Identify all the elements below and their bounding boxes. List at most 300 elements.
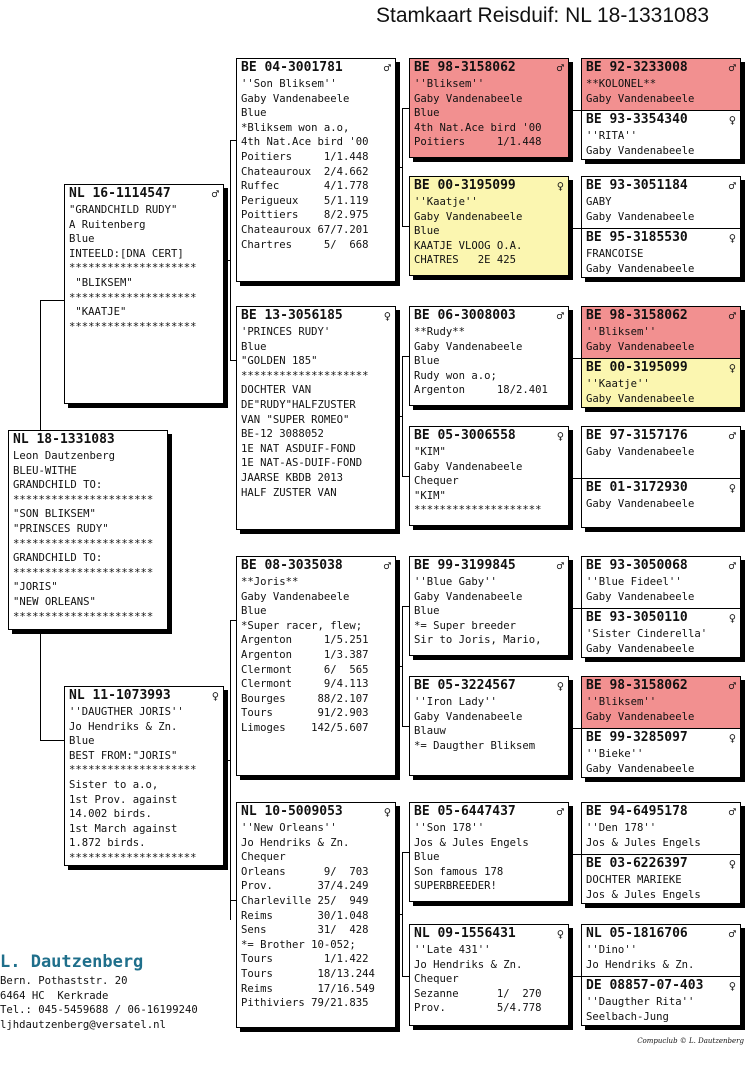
female-icon: ♀ [728, 978, 736, 993]
connector-line [230, 140, 231, 360]
ring-number: BE 93-3050110 [586, 610, 688, 625]
detail-line: Poitiers 1/1.448 [241, 150, 369, 163]
pedigree-details [410, 574, 568, 648]
ring-number: NL 09-1556431 [414, 926, 516, 941]
ring-number: BE 01-3172930 [586, 480, 688, 495]
connector-line [402, 606, 409, 607]
connector-line [224, 760, 230, 761]
detail-line: Gaby Vandenabeele [586, 262, 695, 275]
ring-number: BE 93-3051184 [586, 178, 688, 193]
great-great-grandparent-card [582, 307, 740, 358]
connector-line [569, 358, 581, 359]
great-great-grandparent-card [582, 358, 740, 408]
male-icon: ♂ [728, 558, 736, 573]
detail-line: DOCHTER VAN [241, 384, 312, 397]
male-icon: ♂ [728, 178, 736, 193]
detail-line: Argenton 1/3.387 [241, 648, 369, 661]
detail-line: Argenton 18/2.401 [414, 384, 548, 397]
connector-line [569, 608, 581, 609]
detail-line: Gaby Vandenabeele [241, 590, 350, 603]
ring-number: BE 99-3285097 [586, 730, 688, 745]
ring-number: BE 99-3199845 [414, 558, 516, 573]
pedigree-details [65, 704, 223, 866]
ring-number: NL 11-1073993 [69, 688, 171, 703]
detail-line: Gaby Vandenabeele [586, 498, 695, 510]
connector-line [224, 260, 230, 261]
connector-line [402, 476, 409, 477]
ring-number: BE 13-3056185 [241, 308, 343, 323]
great-great-grandparent-pair [581, 176, 741, 278]
great-great-grandparent-pair [581, 802, 741, 904]
great-grandparent-card [409, 556, 569, 656]
connector-line [402, 852, 409, 853]
detail-line: BE-12 3088052 [241, 428, 324, 441]
connector-line [402, 108, 403, 226]
ring-number: BE 98-3158062 [414, 60, 516, 75]
great-grandparent-card [409, 924, 569, 1026]
grandparent-card [236, 58, 396, 282]
detail-line: 1E NAT ASDUIF-FOND [241, 442, 356, 455]
connector-line [396, 416, 402, 417]
great-grandparent-card [409, 58, 569, 158]
pedigree-details [237, 574, 395, 736]
detail-line: KAATJE VLOOG O.A. [414, 239, 523, 252]
connector-line [402, 356, 403, 476]
ring-number: BE 98-3158062 [586, 308, 688, 323]
connector-line [40, 630, 41, 740]
male-icon: ♂ [383, 558, 391, 573]
detail-line: Jos & Jules Engels [586, 836, 701, 849]
detail-line: Blue [69, 233, 95, 246]
grandparent-card [236, 802, 396, 1028]
detail-line: ''Son Bliksem'' [241, 78, 337, 90]
connector-line [40, 300, 64, 301]
detail-line: ''Late 431'' [414, 944, 491, 956]
detail-line: Sezanne 1/ 270 [414, 987, 542, 1000]
detail-line: Chequer [414, 475, 459, 488]
ring-number: BE 06-3008003 [414, 308, 516, 323]
ring-number: BE 05-3224567 [414, 678, 516, 693]
detail-line: ********************** [13, 493, 154, 506]
pedigree-details [237, 820, 395, 1011]
grandparent-card [236, 556, 396, 776]
detail-line: DE"RUDY"HALFZUSTER [241, 398, 356, 411]
detail-line: ******************** [241, 369, 369, 382]
detail-line: Blue [414, 605, 440, 618]
owner-address: Bern. Pothaststr. 20 6464 HC Kerkrade Tel.: 045-5459688 / 06-16199240 ljhdautzenberg@versatel.nl [0, 975, 198, 1031]
detail-line: Gaby Vandenabeele [586, 210, 695, 223]
detail-line: "SON BLIKSEM" [13, 508, 96, 521]
detail-line: Tours 18/13.244 [241, 967, 375, 980]
detail-line: ''Blue Gaby'' [414, 576, 497, 588]
detail-line: Gaby Vandenabeele [586, 144, 695, 157]
detail-line: Sens 31/ 428 [241, 924, 369, 937]
connector-line [402, 108, 409, 109]
subject-header [9, 431, 167, 448]
female-icon: ♀ [728, 360, 736, 375]
detail-line: **Joris** [241, 576, 299, 588]
great-great-grandparent-pair [581, 58, 741, 160]
detail-line: Jo Hendriks & Zn. [586, 958, 695, 971]
detail-line: ''DAUGTHER JORIS'' [69, 706, 184, 718]
detail-line: Limoges 142/5.607 [241, 721, 369, 734]
detail-line: Poittiers 8/2.975 [241, 209, 369, 222]
ring-number: BE 03-6226397 [586, 856, 688, 871]
great-great-grandparent-card [582, 728, 740, 778]
detail-line: 1.872 birds. [69, 837, 146, 850]
great-great-grandparent-card [582, 854, 740, 904]
ring-number: BE 08-3035038 [241, 558, 343, 573]
detail-line: Blue [414, 355, 440, 368]
female-icon: ♀ [728, 112, 736, 127]
great-grandparent-card [409, 802, 569, 902]
connector-line [402, 356, 409, 357]
pedigree-details [410, 76, 568, 150]
pedigree-details [410, 444, 568, 518]
connector-line [402, 976, 409, 977]
detail-line: Gaby Vandenabeele [586, 590, 695, 603]
detail-line: ''Bieke'' [586, 748, 644, 760]
great-great-grandparent-pair [581, 306, 741, 408]
detail-line: "KIM" [414, 489, 446, 502]
pedigree-details [410, 194, 568, 268]
connector-line [402, 852, 403, 976]
detail-line: Gaby Vandenabeele [586, 340, 695, 353]
detail-line: ''Kaatje'' [414, 196, 478, 208]
female-icon: ♀ [383, 804, 391, 819]
detail-line: *= Daugther Bliksem [414, 739, 536, 752]
female-icon: ♀ [556, 428, 564, 443]
detail-line: ''Bliksem'' [414, 78, 485, 90]
connector-line [569, 854, 581, 855]
male-icon: ♂ [383, 60, 391, 75]
ring-number: BE 05-3006558 [414, 428, 516, 443]
great-great-grandparent-pair [581, 924, 741, 1026]
ring-number: BE 97-3157176 [586, 428, 688, 443]
connector-line [569, 110, 581, 111]
detail-line: HALF ZUSTER VAN [241, 486, 337, 499]
credit: Compuclub © L. Dautzenberg [637, 1037, 744, 1045]
great-great-grandparent-card [582, 110, 740, 160]
detail-line: ********************** [13, 610, 154, 623]
ring-number: BE 00-3195099 [414, 178, 516, 193]
detail-line: "GOLDEN 185" [241, 355, 318, 368]
detail-line: Gaby Vandenabeele [586, 642, 695, 655]
detail-line: Pithiviers 79/21.835 [241, 997, 369, 1010]
detail-line: Prov. 37/4.249 [241, 880, 369, 893]
female-icon: ♀ [383, 308, 391, 323]
detail-line: "BLIKSEM" [69, 276, 133, 289]
detail-line: Chateauroux 2/4.662 [241, 165, 369, 178]
detail-line: Chequer [241, 851, 286, 864]
detail-line: Chateauroux 67/7.201 [241, 223, 369, 236]
detail-line: Gaby Vandenabeele [586, 92, 695, 105]
connector-line [569, 728, 581, 729]
detail-line: Gaby Vandenabeele [586, 710, 695, 723]
detail-line: Son famous 178 [414, 865, 504, 878]
female-icon: ♀ [728, 480, 736, 495]
pedigree-details [410, 324, 568, 398]
pedigree-details [410, 694, 568, 753]
detail-line: Jo Hendriks & Zn. [414, 958, 523, 971]
detail-line: "KIM" [414, 446, 446, 458]
great-grandparent-card [409, 676, 569, 776]
detail-line: Sir to Joris, Mario, [414, 634, 542, 647]
female-icon: ♀ [211, 688, 219, 703]
detail-line: ''Son 178'' [414, 822, 485, 834]
detail-line: *= Super breeder [414, 619, 517, 632]
detail-line: *= Brother 10-052; [241, 938, 356, 951]
female-icon: ♀ [728, 230, 736, 245]
ring-number: BE 04-3001781 [241, 60, 343, 75]
detail-line: Gaby Vandenabeele [414, 710, 523, 723]
detail-line: Blue [414, 225, 440, 238]
detail-line: 4th Nat.Ace bird '00 [241, 136, 369, 149]
male-icon: ♂ [728, 60, 736, 75]
great-great-grandparent-card [582, 177, 740, 228]
detail-line: ******************** [69, 262, 197, 275]
owner-name: L. Dautzenberg [0, 952, 144, 972]
great-grandparent-card [409, 426, 569, 526]
great-great-grandparent-card [582, 608, 740, 658]
detail-line: Chartres 5/ 668 [241, 238, 369, 251]
detail-line: Gaby Vandenabeele [241, 92, 350, 105]
great-great-grandparent-card [582, 925, 740, 976]
detail-line: GRANDCHILD TO: [13, 552, 103, 565]
male-icon: ♂ [728, 428, 736, 443]
connector-line [569, 228, 581, 229]
male-icon: ♂ [556, 308, 564, 323]
detail-line: "PRINSCES RUDY" [13, 522, 109, 535]
great-great-grandparent-card [582, 478, 740, 528]
page-title: Stamkaart Reisduif: NL 18-1331083 [376, 4, 710, 27]
connector-line [402, 606, 403, 726]
detail-line: ******************** [414, 504, 542, 517]
detail-line: Jos & Jules Engels [414, 836, 529, 849]
pedigree-details [65, 202, 223, 334]
connector-line [396, 167, 402, 168]
female-icon: ♀ [728, 610, 736, 625]
female-icon: ♀ [556, 678, 564, 693]
detail-line: ''New Orleans'' [241, 822, 337, 834]
detail-line: Clermont 6/ 565 [241, 663, 369, 676]
detail-line: 4th Nat.Ace bird '00 [414, 121, 542, 134]
detail-line: 'Sister Cinderella' [586, 628, 708, 640]
connector-line [40, 300, 41, 430]
connector-line [569, 478, 581, 479]
subject-card [8, 430, 168, 630]
detail-line: ''RITA'' [586, 130, 638, 142]
detail-line: Argenton 1/5.251 [241, 634, 369, 647]
female-icon: ♀ [728, 856, 736, 871]
detail-line: Chequer [414, 973, 459, 986]
detail-line: ******************** [69, 764, 197, 777]
detail-line: "NEW ORLEANS" [13, 595, 96, 608]
detail-line: Tours 91/2.903 [241, 707, 369, 720]
male-icon: ♂ [211, 186, 219, 201]
great-great-grandparent-pair [581, 676, 741, 778]
great-great-grandparent-card [582, 59, 740, 110]
detail-line: GRANDCHILD TO: [13, 479, 103, 492]
detail-line: *Bliksem won a.o, [241, 121, 350, 134]
detail-line: ''Daugther Rita'' [586, 996, 695, 1008]
detail-line: Charleville 25/ 949 [241, 894, 369, 907]
detail-line: SUPERBREEDER! [414, 880, 497, 893]
detail-line: Blue [241, 340, 267, 353]
detail-line: Tours 1/1.422 [241, 953, 369, 966]
ring-number: BE 95-3185530 [586, 230, 688, 245]
detail-line: Gaby Vandenabeele [586, 392, 695, 405]
connector-line [396, 666, 402, 667]
detail-line: Gaby Vandenabeele [414, 590, 523, 603]
detail-line: VAN "SUPER ROMEO" [241, 413, 350, 426]
ring-number: BE 94-6495178 [586, 804, 688, 819]
female-icon: ♀ [556, 178, 564, 193]
dam-card [64, 686, 224, 866]
great-great-grandparent-card [582, 976, 740, 1026]
detail-line: Leon Dautzenberg [13, 450, 116, 462]
detail-line: Reims 17/16.549 [241, 982, 375, 995]
ring-number: DE 08857-07-403 [586, 978, 704, 993]
male-icon: ♂ [728, 804, 736, 819]
detail-line: JAARSE KBDB 2013 [241, 471, 344, 484]
detail-line: BEST FROM:"JORIS" [69, 749, 178, 762]
detail-line: Rudy won a.o; [414, 369, 497, 382]
pedigree-details [410, 820, 568, 894]
connector-line [396, 914, 402, 915]
male-icon: ♂ [728, 308, 736, 323]
detail-line: Ruffec 4/1.778 [241, 180, 369, 193]
connector-line [402, 226, 409, 227]
great-great-grandparent-pair [581, 426, 741, 528]
great-great-grandparent-card [582, 803, 740, 854]
detail-line: INTEELD:[DNA CERT] [69, 247, 184, 260]
ring-number: BE 98-3158062 [586, 678, 688, 693]
connector-line [569, 976, 581, 977]
great-great-grandparent-card [582, 677, 740, 728]
detail-line: Gaby Vandenabeele [414, 340, 523, 353]
pedigree-details [237, 76, 395, 252]
detail-line: Jos & Jules Engels [586, 888, 701, 901]
grandparent-card [236, 306, 396, 530]
detail-line: "JORIS" [13, 581, 58, 594]
detail-line: ******************** [69, 320, 197, 333]
detail-line: BLEU-WITHE [13, 464, 77, 477]
ring-number: BE 93-3354340 [586, 112, 688, 127]
detail-line: ''Blue Fideel'' [586, 576, 682, 588]
great-great-grandparent-card [582, 557, 740, 608]
connector-line [230, 620, 231, 920]
detail-line: ********************** [13, 537, 154, 550]
detail-line: ''Iron Lady'' [414, 696, 497, 708]
sire-card [64, 184, 224, 404]
detail-line: ''Den 178'' [586, 822, 657, 834]
detail-line: Gaby Vandenabeele [414, 460, 523, 473]
detail-line: ''Dino'' [586, 944, 638, 956]
male-icon: ♂ [556, 804, 564, 819]
male-icon: ♂ [728, 678, 736, 693]
detail-line: Blauw [414, 725, 446, 738]
detail-line: FRANCOISE [586, 248, 644, 260]
detail-line: Jo Hendriks & Zn. [69, 720, 178, 733]
detail-line: Gaby Vandenabeele [586, 762, 695, 775]
detail-line: Reims 30/1.048 [241, 909, 369, 922]
ring-number: NL 16-1114547 [69, 186, 171, 201]
great-great-grandparent-card [582, 228, 740, 278]
detail-line: CHATRES 2E 425 [414, 254, 517, 267]
detail-line: Bourges 88/2.107 [241, 692, 369, 705]
pedigree-details [9, 448, 167, 624]
detail-line: A Ruitenberg [69, 218, 146, 231]
detail-line: Perigueux 5/1.119 [241, 194, 369, 207]
detail-line: 1st Prov. against [69, 793, 178, 806]
detail-line: Orleans 9/ 703 [241, 865, 369, 878]
detail-line: Gaby Vandenabeele [586, 446, 695, 458]
great-great-grandparent-pair [581, 556, 741, 658]
detail-line: GABY [586, 196, 612, 208]
detail-line: 1st March against [69, 822, 178, 835]
detail-line: 1E NAT-AS-DUIF-FOND [241, 457, 363, 470]
detail-line: ''Bliksem'' [586, 696, 657, 708]
detail-line: Sister to a.o, [69, 778, 159, 791]
detail-line: Prov. 5/4.778 [414, 1002, 542, 1015]
detail-line: ******************** [69, 851, 197, 864]
detail-line: Blue [414, 107, 440, 120]
ring-number: BE 92-3233008 [586, 60, 688, 75]
detail-line: Gaby Vandenabeele [414, 92, 523, 105]
detail-line: Blue [414, 851, 440, 864]
detail-line: Seelbach-Jung [586, 1010, 669, 1023]
detail-line: Clermont 9/4.113 [241, 678, 369, 691]
female-icon: ♀ [556, 926, 564, 941]
detail-line: Blue [241, 107, 267, 120]
great-great-grandparent-card [582, 427, 740, 478]
ring-number: NL 05-1816706 [586, 926, 688, 941]
detail-line: ''Bliksem'' [586, 326, 657, 338]
detail-line: Blue [241, 605, 267, 618]
detail-line: Jo Hendriks & Zn. [241, 836, 350, 849]
detail-line: Poitiers 1/1.448 [414, 136, 542, 149]
male-icon: ♂ [728, 926, 736, 941]
detail-line: ******************** [69, 291, 197, 304]
ring-number: NL 10-5009053 [241, 804, 343, 819]
detail-line: 'PRINCES RUDY' [241, 326, 331, 338]
connector-line [402, 726, 409, 727]
pedigree-details [237, 324, 395, 500]
detail-line: *Super racer, flew; [241, 619, 363, 632]
detail-line: Gaby Vandenabeele [414, 210, 523, 223]
ring-number: BE 05-6447437 [414, 804, 516, 819]
detail-line: ''Kaatje'' [586, 378, 650, 390]
pedigree-details [410, 942, 568, 1016]
male-icon: ♂ [556, 558, 564, 573]
detail-line: **KOLONEL** [586, 78, 657, 90]
detail-line: Blue [69, 735, 95, 748]
ring-number: NL 18-1331083 [13, 432, 115, 447]
great-grandparent-card [409, 176, 569, 276]
detail-line: "KAATJE" [69, 306, 127, 319]
male-icon: ♂ [556, 60, 564, 75]
female-icon: ♀ [728, 730, 736, 745]
detail-line: ********************** [13, 566, 154, 579]
detail-line: **Rudy** [414, 326, 466, 338]
connector-line [40, 740, 64, 741]
detail-line: "GRANDCHILD RUDY" [69, 204, 178, 216]
detail-line: 14.002 birds. [69, 808, 152, 821]
detail-line: DOCHTER MARIEKE [586, 874, 682, 886]
ring-number: BE 93-3050068 [586, 558, 688, 573]
great-grandparent-card [409, 306, 569, 406]
